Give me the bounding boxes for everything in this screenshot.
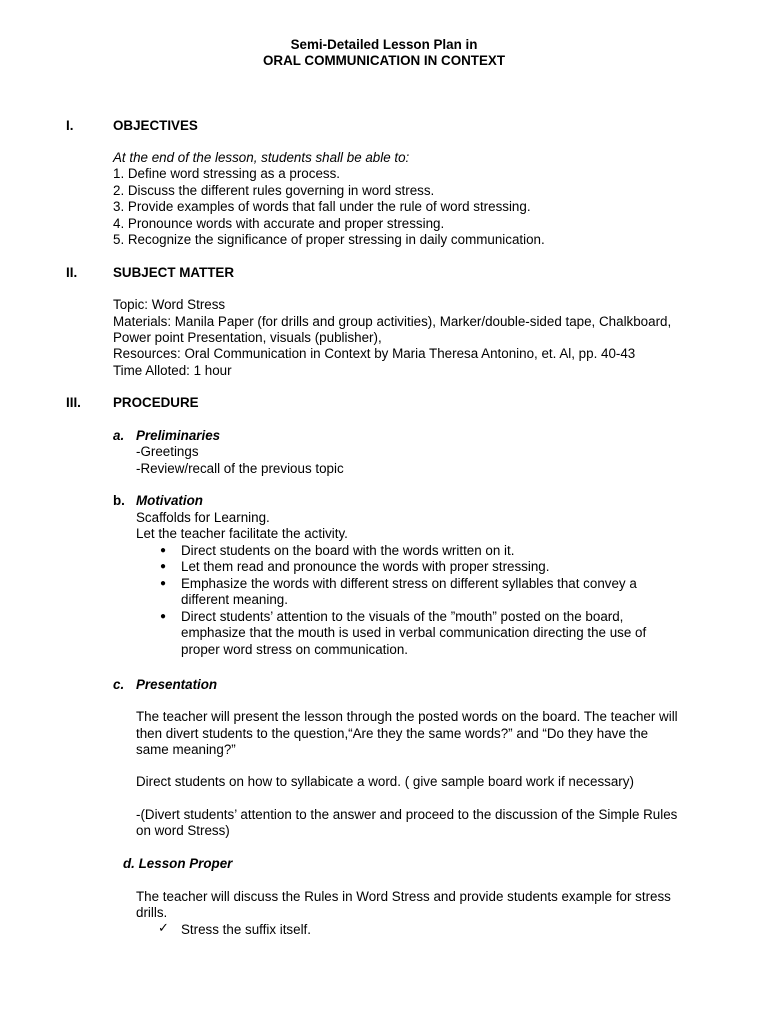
doc-title-line2: ORAL COMMUNICATION IN CONTEXT <box>262 53 505 68</box>
bullet-icon: ● <box>160 545 167 556</box>
objective-item: 4. Pronounce words with accurate and proper stressing. <box>113 216 445 231</box>
objective-item: 2. Discuss the different rules governing in word stress. <box>113 183 435 198</box>
subject-materials-cont: Power point Presentation, visuals (publisher), <box>113 330 382 345</box>
bullet-icon: ● <box>160 611 167 622</box>
lesson-proper-check-item: Stress the suffix itself. <box>181 922 311 937</box>
subsection-title-motivation: Motivation <box>136 493 203 508</box>
presentation-paragraph: The teacher will present the lesson through the posted words on the board. The teacher will <box>136 709 678 724</box>
section-number-procedure: III. <box>66 395 81 410</box>
motivation-bullet-cont: different meaning. <box>181 592 288 607</box>
section-heading-procedure: PROCEDURE <box>113 395 199 410</box>
presentation-paragraph: Direct students on how to syllabicate a word. ( give sample board work if necessary) <box>136 774 634 789</box>
section-heading-objectives: OBJECTIVES <box>113 118 198 133</box>
preliminaries-line: -Greetings <box>136 444 199 459</box>
motivation-bullet: Let them read and pronounce the words with proper stressing. <box>181 559 550 574</box>
bullet-icon: ● <box>160 578 167 589</box>
checkmark-icon: ✓ <box>158 920 169 935</box>
objective-item: 3. Provide examples of words that fall under the rule of word stressing. <box>113 199 531 214</box>
subsection-letter-c: c. <box>113 677 125 692</box>
preliminaries-line: -Review/recall of the previous topic <box>136 461 344 476</box>
subsection-letter-b: b. <box>113 493 125 508</box>
section-heading-subject-matter: SUBJECT MATTER <box>113 265 235 280</box>
subsection-title-lesson-proper: d. Lesson Proper <box>123 856 233 871</box>
subject-resources: Resources: Oral Communication in Context by Maria Theresa Antonino, et. Al, pp. 40-43 <box>113 346 636 361</box>
bullet-icon: ● <box>160 561 167 572</box>
lesson-proper-paragraph-cont: drills. <box>136 905 168 920</box>
objective-item: 1. Define word stressing as a process. <box>113 166 341 181</box>
motivation-line: Let the teacher facilitate the activity. <box>136 526 348 541</box>
section-number-objectives: I. <box>66 118 74 133</box>
presentation-paragraph-cont: on word Stress) <box>136 823 230 838</box>
objective-item: 5. Recognize the significance of proper stressing in daily communication. <box>113 232 545 247</box>
subject-time: Time Alloted: 1 hour <box>113 363 232 378</box>
motivation-bullet-cont: emphasize that the mouth is used in verbal communication directing the use of <box>181 625 647 640</box>
motivation-bullet-cont: proper word stress on communication. <box>181 642 408 657</box>
presentation-paragraph-cont: then divert students to the question,“Are they the same words?” and “Do they have the <box>136 726 649 741</box>
subsection-letter-a: a. <box>113 428 125 443</box>
presentation-paragraph-cont: same meaning?” <box>136 742 236 757</box>
motivation-bullet: Emphasize the words with different stress on different syllables that convey a <box>181 576 637 591</box>
lesson-proper-paragraph: The teacher will discuss the Rules in Word Stress and provide students example for stress <box>136 889 671 904</box>
subject-topic: Topic: Word Stress <box>113 297 226 312</box>
motivation-bullet: Direct students on the board with the words written on it. <box>181 543 515 558</box>
section-number-subject-matter: II. <box>66 265 78 280</box>
objectives-intro: At the end of the lesson, students shall be able to: <box>113 150 410 165</box>
presentation-paragraph: -(Divert students’ attention to the answer and proceed to the discussion of the Simple Rules <box>136 807 678 822</box>
doc-title-line1: Semi-Detailed Lesson Plan in <box>290 37 478 52</box>
motivation-bullet: Direct students’ attention to the visuals of the ”mouth” posted on the board, <box>181 609 624 624</box>
subsection-title-presentation: Presentation <box>136 677 218 692</box>
subject-materials: Materials: Manila Paper (for drills and group activities), Marker/double-sided tape, Chalkboard, <box>113 314 672 329</box>
subsection-title-preliminaries: Preliminaries <box>136 428 221 443</box>
motivation-line: Scaffolds for Learning. <box>136 510 270 525</box>
